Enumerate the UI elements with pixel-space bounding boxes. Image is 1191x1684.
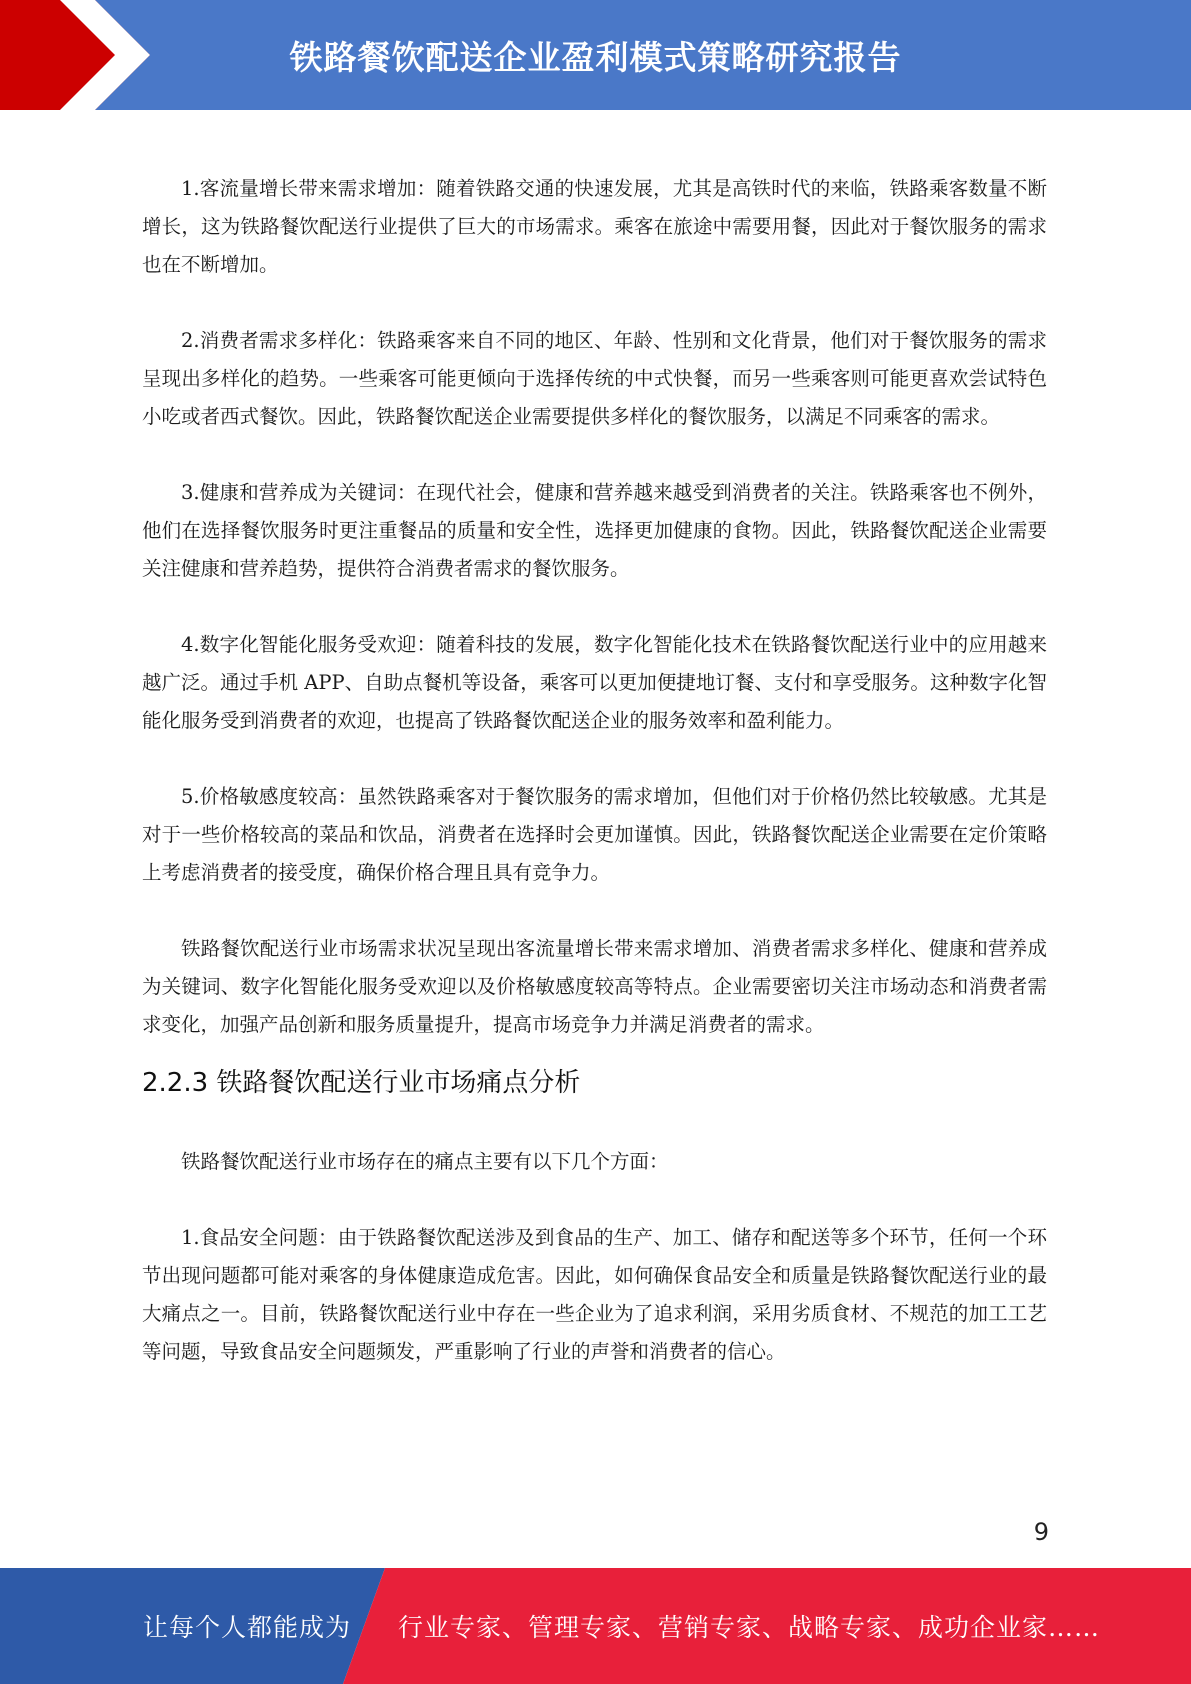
section-heading: 2.2.3 铁路餐饮配送行业市场痛点分析 bbox=[142, 1068, 581, 1098]
report-title: 铁路餐饮配送企业盈利模式策略研究报告 bbox=[289, 37, 902, 77]
paragraph-diverse-demand: 2.消费者需求多样化：铁路乘客来自不同的地区、年龄、性别和文化背景，他们对于餐饮服务的需求呈现出多样化的趋势。一些乘客可能更倾向于选择传统的中式快餐，而另一些乘客则可能更喜欢尝试特色小吃或者西式餐饮。因此，铁路餐饮配送企业需要提供多样化的餐饮服务，以满足不同乘客的需求。 bbox=[142, 329, 1047, 428]
page-header bbox=[0, 0, 1191, 110]
paragraph-price-sensitivity: 5.价格敏感度较高：虽然铁路乘客对于餐饮服务的需求增加，但他们对于价格仍然比较敏感。尤其是对于一些价格较高的菜品和饮品，消费者在选择时会更加谨慎。因此，铁路餐饮配送企业需要在定价策略上考虑消费者的接受度，确保价格合理且具有竞争力。 bbox=[142, 785, 1047, 884]
footer-slogan-right: 行业专家、管理专家、营销专家、战略专家、成功企业家…… bbox=[398, 1613, 1101, 1642]
paragraph-pain-points-intro: 铁路餐饮配送行业市场存在的痛点主要有以下几个方面： bbox=[181, 1150, 669, 1173]
paragraph-digital-service: 4.数字化智能化服务受欢迎：随着科技的发展，数字化智能化技术在铁路餐饮配送行业中的应用越来越广泛。通过手机 APP、自助点餐机等设备，乘客可以更加便捷地订餐、支付和享受服务。这种数字化智能化服务受到消费者的欢迎，也提高了铁路餐饮配送企业的服务效率和盈利能力。 bbox=[142, 633, 1047, 732]
paragraph-health-nutrition: 3.健康和营养成为关键词：在现代社会，健康和营养越来越受到消费者的关注。铁路乘客也不例外，他们在选择餐饮服务时更注重餐品的质量和安全性，选择更加健康的食物。因此，铁路餐饮配送企业需要关注健康和营养趋势，提供符合消费者需求的餐饮服务。 bbox=[142, 481, 1047, 580]
paragraph-food-safety: 1.食品安全问题：由于铁路餐饮配送涉及到食品的生产、加工、储存和配送等多个环节，任何一个环节出现问题都可能对乘客的身体健康造成危害。因此，如何确保食品安全和质量是铁路餐饮配送行业的最大痛点之一。目前，铁路餐饮配送行业中存在一些企业为了追求利润，采用劣质食材、不规范的加工工艺等问题，导致食品安全问题频发，严重影响了行业的声誉和消费者的信心。 bbox=[142, 1226, 1047, 1363]
paragraph-summary: 铁路餐饮配送行业市场需求状况呈现出客流量增长带来需求增加、消费者需求多样化、健康和营养成为关键词、数字化智能化服务受欢迎以及价格敏感度较高等特点。企业需要密切关注市场动态和消费者需求变化，加强产品创新和服务质量提升，提高市场竞争力并满足消费者的需求。 bbox=[142, 937, 1047, 1036]
page-number: 9 bbox=[1033, 1518, 1049, 1546]
page-content bbox=[142, 170, 1047, 1371]
page-footer bbox=[0, 1568, 1191, 1684]
paragraph-customer-flow: 1.客流量增长带来需求增加：随着铁路交通的快速发展，尤其是高铁时代的来临，铁路乘客数量不断增长，这为铁路餐饮配送行业提供了巨大的市场需求。乘客在旅途中需要用餐，因此对于餐饮服务的需求也在不断增加。 bbox=[142, 177, 1047, 276]
footer-slogan-left: 让每个人都能成为 bbox=[143, 1613, 352, 1642]
